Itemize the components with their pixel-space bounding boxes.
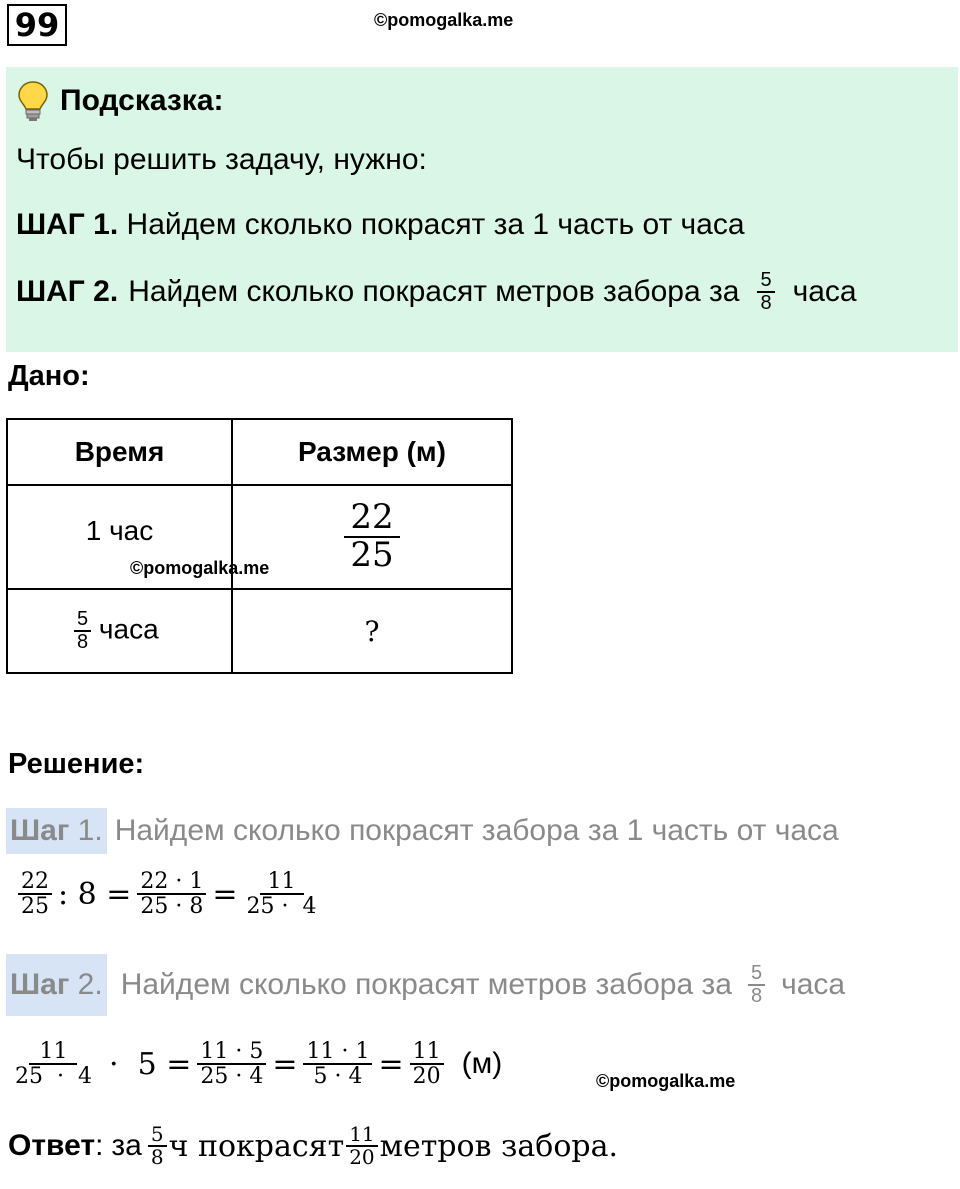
fraction-numerator: 5 <box>148 1124 167 1147</box>
eq2-unit: (м) <box>461 1047 503 1081</box>
fraction-numerator: 5 <box>74 609 91 632</box>
fraction-numerator: 11 · 5 <box>197 1040 266 1065</box>
eq1-op: : 8 = <box>58 876 132 912</box>
eq1-fraction-c <box>244 870 320 918</box>
fraction-numerator: 5 <box>757 270 774 293</box>
fraction-denominator: 8 <box>760 292 772 314</box>
eq2-equals-2: = <box>378 1046 404 1082</box>
problem-number: 99 <box>7 4 67 46</box>
given-table <box>6 418 513 674</box>
given-label: Дано: <box>8 360 90 392</box>
row2-time-suffix: часа <box>98 613 159 645</box>
row2-time-fraction <box>74 609 91 653</box>
header-size: Размер (м) <box>232 419 512 485</box>
row2-time <box>7 589 232 673</box>
answer-line <box>8 1124 618 1168</box>
solution-step1 <box>6 808 839 854</box>
fraction-denominator: 25 · 8 <box>140 894 204 920</box>
step2-num: 2. <box>77 968 103 1001</box>
hint-step1-label: ШАГ 1. <box>16 208 119 241</box>
hint-step1-text: Найдем сколько покрасят за 1 часть от часа <box>126 208 745 241</box>
table-header-row <box>7 419 512 485</box>
header-time: Время <box>7 419 232 485</box>
hint-intro: Чтобы решить задачу, нужно: <box>16 143 427 176</box>
fraction-numerator: 11 <box>410 1040 444 1065</box>
step2-fraction <box>748 963 765 1007</box>
equation-2 <box>12 1040 502 1088</box>
hint-step2-fraction <box>757 270 774 314</box>
fraction-numerator: 11 <box>346 1124 377 1147</box>
equation-1 <box>18 870 320 918</box>
step2-word: Шаг <box>10 968 70 1001</box>
step2-text: Найдем сколько покрасят метров забора за <box>120 968 732 1001</box>
eq2-equals-1: = <box>272 1046 298 1082</box>
answer-fraction-2 <box>346 1124 377 1168</box>
answer-prefix: за <box>111 1129 142 1162</box>
fraction-numerator: 11 <box>260 870 304 895</box>
hint-step1 <box>16 208 745 242</box>
eq2-op: · 5 = <box>108 1046 192 1082</box>
fraction-denominator: 25 · 4 <box>15 1064 92 1090</box>
step2-highlight <box>6 954 107 1016</box>
fraction-denominator: 20 <box>412 1064 441 1090</box>
row1-size <box>232 485 512 589</box>
fraction-numerator: 22 <box>344 500 399 538</box>
fraction-numerator: 5 <box>748 963 765 986</box>
step1-num: 1. <box>77 814 103 847</box>
eq2-fraction-d <box>410 1040 444 1088</box>
fraction-denominator: 20 <box>349 1145 375 1169</box>
fraction-numerator: 22 · 1 <box>137 870 206 895</box>
fraction-denominator: 8 <box>150 1145 164 1169</box>
hint-step2-text: Найдем сколько покрасят метров забора за <box>128 275 740 308</box>
eq2-fraction-a <box>12 1040 95 1088</box>
solution-step2 <box>6 954 845 1016</box>
lightbulb-icon <box>16 80 50 122</box>
watermark-bottom: ©pomogalka.me <box>596 1071 736 1091</box>
step1-highlight <box>6 808 107 854</box>
hint-step2 <box>16 270 857 314</box>
hint-title <box>16 80 224 122</box>
fraction-denominator: 25 <box>21 894 49 920</box>
answer-fraction-1 <box>148 1124 167 1168</box>
fraction-denominator: 25 · 4 <box>246 894 317 920</box>
fraction-denominator: 8 <box>77 631 89 653</box>
eq1-fraction-a <box>18 870 52 918</box>
answer-label: Ответ <box>8 1129 96 1162</box>
hint-title-text: Подсказка: <box>60 84 224 117</box>
step1-text: Найдем сколько покрасят забора за 1 часть от часа <box>114 814 839 847</box>
step2-suffix: часа <box>781 968 846 1001</box>
watermark-table: ©pomogalka.me <box>130 558 270 578</box>
fraction-denominator: 8 <box>750 985 763 1007</box>
step1-word: Шаг <box>10 814 70 847</box>
eq2-fraction-b <box>197 1040 266 1088</box>
solution-label: Решение: <box>8 748 145 780</box>
fraction-numerator: 11 <box>29 1040 77 1065</box>
fraction-numerator: 11 · 1 <box>303 1040 372 1065</box>
row1-size-fraction <box>344 497 399 575</box>
table-row <box>7 589 512 673</box>
row2-size: ? <box>232 589 512 673</box>
fraction-denominator: 25 <box>350 535 394 575</box>
fraction-denominator: 25 · 4 <box>200 1064 264 1090</box>
eq1-equals: = <box>212 876 238 912</box>
fraction-denominator: 5 · 4 <box>313 1064 363 1090</box>
eq2-fraction-c <box>303 1040 372 1088</box>
eq1-fraction-b <box>137 870 206 918</box>
answer-colon: : <box>95 1129 104 1162</box>
answer-middle: ч покрасят <box>168 1128 345 1164</box>
answer-suffix: метров забора. <box>379 1128 619 1164</box>
row1-time-text: 1 час <box>85 515 154 546</box>
hint-step2-label: ШАГ 2. <box>16 275 119 308</box>
fraction-numerator: 22 <box>18 870 52 895</box>
watermark-top: ©pomogalka.me <box>374 10 514 30</box>
hint-step2-suffix: часа <box>792 275 857 308</box>
